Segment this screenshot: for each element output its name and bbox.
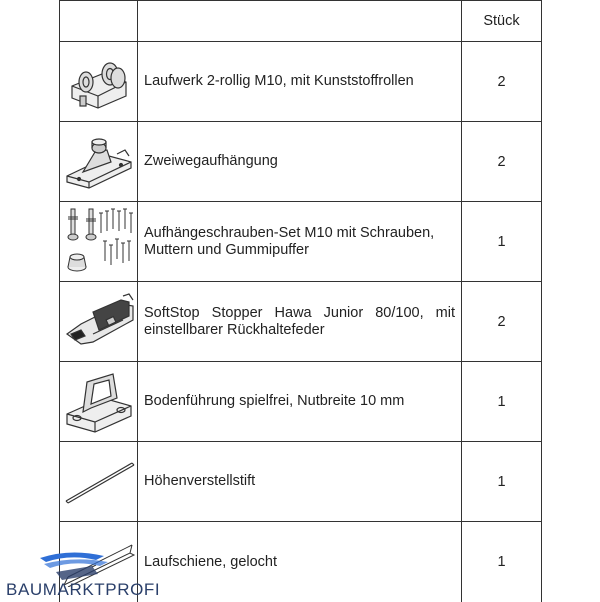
item-description — [138, 282, 462, 362]
item-description: Bodenführung spielfrei, Nutbreite 10 mm — [138, 362, 462, 442]
item-qty: 2 — [462, 282, 542, 362]
height-pin-icon — [62, 457, 136, 507]
item-description: Laufschiene, gelocht — [138, 522, 462, 602]
item-qty: 2 — [462, 42, 542, 122]
table-row — [60, 42, 542, 122]
item-qty: 1 — [462, 522, 542, 602]
item-description-line: SoftStop Stopper Hawa Junior 80/100, mit — [144, 305, 455, 322]
logo-text: BAUMARKTPROFI — [6, 580, 160, 600]
image-cell — [60, 202, 138, 282]
image-cell — [60, 442, 138, 522]
parts-table — [59, 0, 542, 602]
item-description-line: Aufhängeschrauben-Set M10 mit Schrauben, — [144, 225, 434, 241]
image-cell — [60, 122, 138, 202]
header-qty-label: Stück — [462, 1, 542, 42]
item-description: Höhenverstellstift — [138, 442, 462, 522]
screw-set-icon — [63, 205, 135, 279]
header-image-cell — [60, 1, 138, 42]
floor-guide-icon — [63, 368, 135, 436]
table-row — [60, 362, 542, 442]
item-qty: 2 — [462, 122, 542, 202]
image-cell — [60, 362, 138, 442]
item-description: Zweiwegaufhängung — [138, 122, 462, 202]
table-row — [60, 442, 542, 522]
suspension-bracket-icon — [63, 132, 135, 192]
item-qty: 1 — [462, 362, 542, 442]
softstop-icon — [63, 290, 135, 354]
image-cell — [60, 282, 138, 362]
table-row — [60, 202, 542, 282]
roller-carriage-icon — [64, 52, 134, 112]
item-qty: 1 — [462, 442, 542, 522]
image-cell — [60, 42, 138, 122]
item-qty: 1 — [462, 202, 542, 282]
table-row — [60, 282, 542, 362]
item-description: Laufwerk 2-rollig M10, mit Kunststoffrollen — [138, 42, 462, 122]
item-description-line: Muttern und Gummipuffer — [144, 242, 309, 258]
item-description — [138, 202, 462, 282]
header-description-cell — [138, 1, 462, 42]
item-description-line: einstellbarer Rückhaltefeder — [144, 322, 325, 338]
table-row — [60, 122, 542, 202]
table-header-row — [60, 1, 542, 42]
